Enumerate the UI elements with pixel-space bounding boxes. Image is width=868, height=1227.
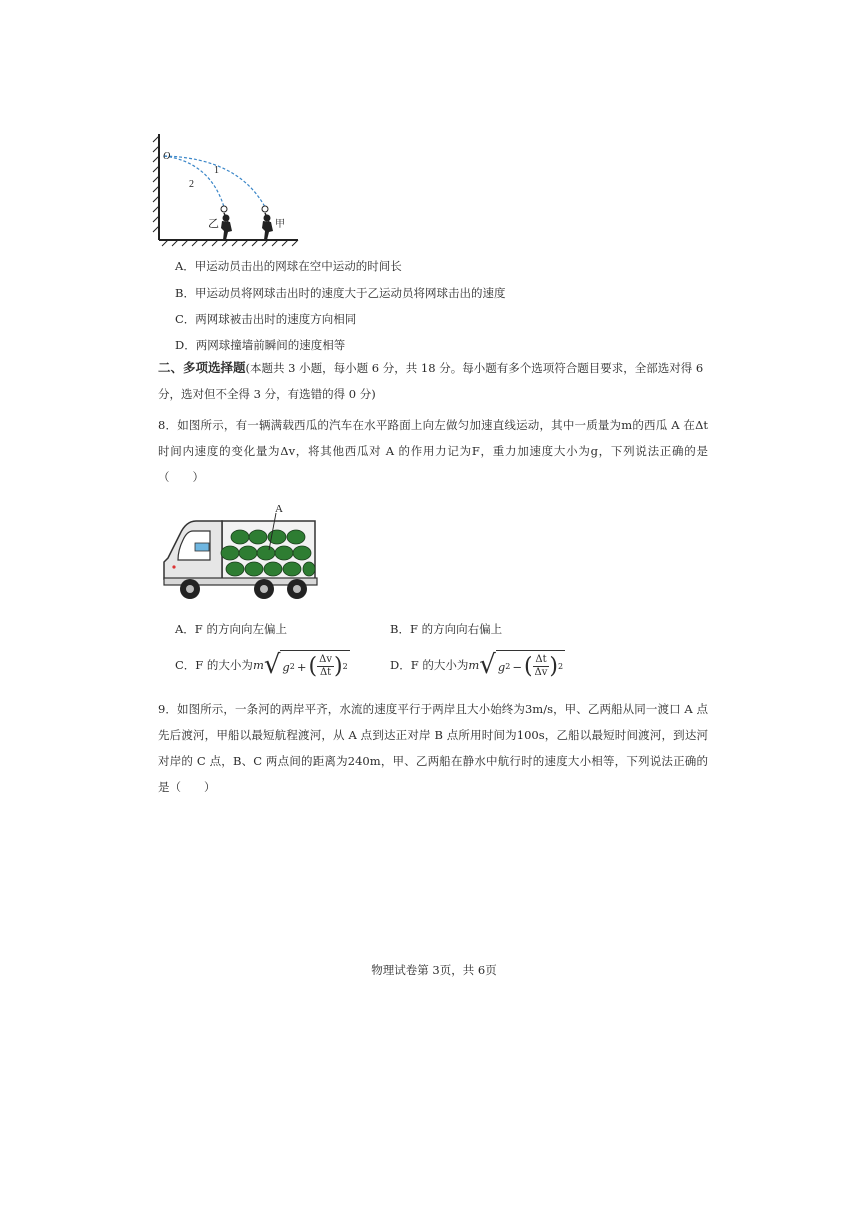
q8-d-sqrt: √ g 2 − ( $\frac{\Delta t}{\Delta v}$ ) 2 <box>479 650 564 680</box>
q8-d-denominator: Δv <box>534 667 548 678</box>
curve-2-label: 2 <box>189 179 194 190</box>
truck-figure <box>160 500 320 604</box>
q8-d-g: g <box>497 659 506 674</box>
q8-d-fraction <box>533 654 550 679</box>
q8-c-denominator: Δt <box>319 667 332 678</box>
q8-option-c <box>175 650 350 680</box>
q8-d-numerator: Δt <box>535 654 547 665</box>
q7-option-a: A．甲运动员击出的网球在空中运动的时间长 <box>175 259 402 273</box>
q8-c-mass: m <box>252 658 264 672</box>
section-2-heading <box>158 355 708 407</box>
q8-option-c-prefix: C．F 的大小为 <box>175 658 253 672</box>
curve-1-label: 1 <box>214 165 219 176</box>
player-yi-icon <box>221 213 232 240</box>
q7-option-c: C．两网球被击出时的速度方向相同 <box>175 312 357 326</box>
q8-d-frac-exp: 2 <box>558 661 564 671</box>
origin-label: O <box>163 151 171 162</box>
q8-d-mass: m <box>468 658 480 672</box>
section-2-rules: (本题共 3 小题，每小题 6 分，共 18 分。每小题有多个选项符合题目要求，全部选对得 6 分，选对但不全得 3 分，有选错的得 0 分) <box>158 361 704 401</box>
player-yi-label: 乙 <box>208 217 219 230</box>
q8-d-minus: − <box>512 659 522 674</box>
q8-stem: 8．如图所示，有一辆满载西瓜的汽车在水平路面上向左做匀加速直线运动，其中一质量为m的西瓜 A 在Δt时间内速度的变化量为Δv，将其他西瓜对 A 的作用力记为F，重力加速度大小为g，下列说法正确的是（ ） <box>158 418 708 484</box>
q8-c-plus: + <box>296 659 307 674</box>
q8-c-g: g <box>282 659 290 674</box>
player-jia-label: 甲 <box>275 219 285 230</box>
watermelon-a-label: A <box>275 503 283 515</box>
q8-d-g-exp: 2 <box>505 661 511 671</box>
q8-option-d <box>390 650 565 680</box>
q8-option-d-prefix: D．F 的大小为 <box>390 658 469 672</box>
q8-option-b: B．F 的方向向右偏上 <box>390 622 503 636</box>
q8-c-g-exp: 2 <box>289 661 295 671</box>
page-footer: 物理试卷第 3页，共 6页 <box>371 963 497 977</box>
q8-option-a: A．F 的方向向左偏上 <box>175 622 287 636</box>
trajectory-2 <box>164 156 224 207</box>
section-2-title: 二、多项选择题 <box>158 360 246 375</box>
trajectory-1 <box>164 156 265 207</box>
player-jia-icon <box>262 213 273 240</box>
q9-stem: 9．如图所示，一条河的两岸平齐，水流的速度平行于两岸且大小始终为3m/s，甲、乙两船从同一渡口 A 点先后渡河，甲船以最短航程渡河，从 A 点到达正对岸 B 点所用时间为100s，乙船以最短时间渡河，到达河对岸的 C 点，B、C 两点间的距离为240m，甲、乙两船在静水中航行时的速度大小相等，下列说法正确的是（ ） <box>158 702 708 794</box>
q7-option-d: D．两网球撞墙前瞬间的速度相等 <box>175 338 346 352</box>
q7-option-b: B．甲运动员将网球击出时的速度大于乙运动员将网球击出的速度 <box>175 286 506 300</box>
q8-c-numerator: Δv <box>319 654 332 665</box>
projectile-figure <box>150 128 300 250</box>
q8-c-fraction <box>317 654 334 679</box>
watermelons <box>221 530 315 576</box>
q8-c-sqrt: √ g 2 + ( $\frac{\Delta v}{\Delta t}$ ) 2 <box>263 650 348 680</box>
q8-c-frac-exp: 2 <box>342 661 348 671</box>
